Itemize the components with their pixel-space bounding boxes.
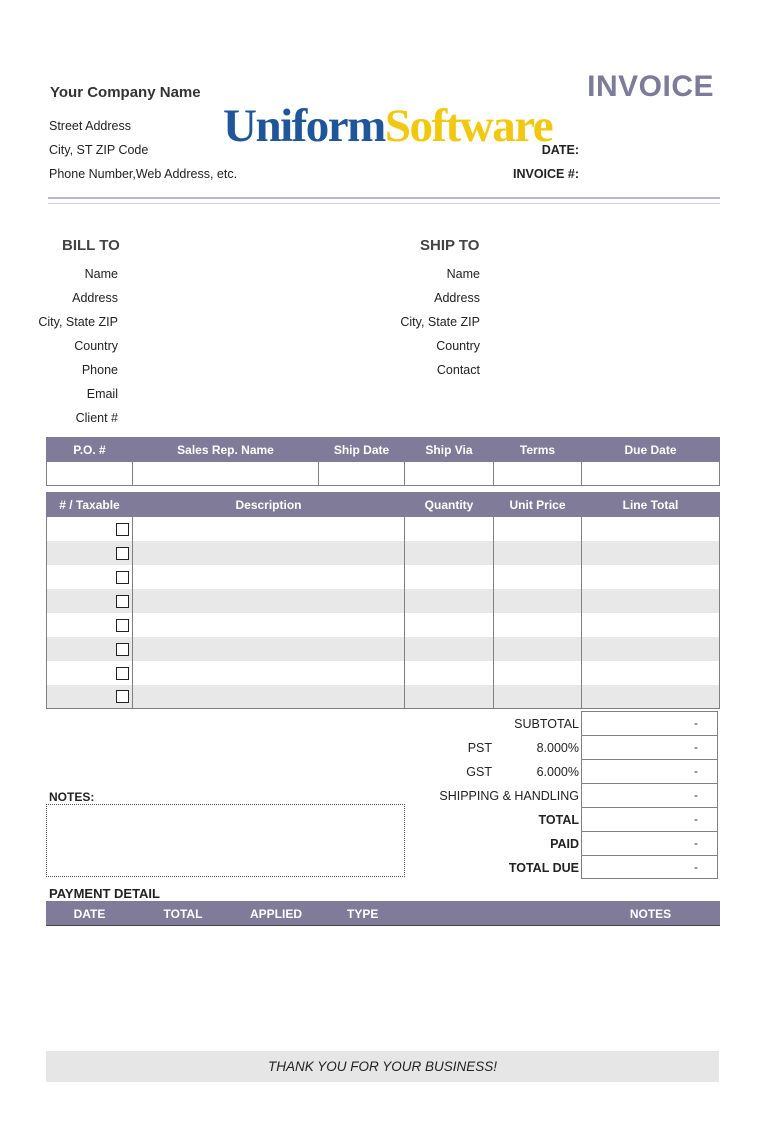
description-cell[interactable]: [133, 685, 405, 709]
quantity-cell[interactable]: [405, 517, 494, 541]
payment-header-row: [47, 902, 720, 926]
paid-value[interactable]: -: [581, 831, 718, 855]
quantity-cell[interactable]: [405, 637, 494, 661]
gst-label: GST: [466, 765, 492, 779]
taxable-checkbox[interactable]: [116, 595, 129, 608]
shipping-label: SHIPPING & HANDLING: [439, 789, 579, 803]
due-date-cell[interactable]: [582, 462, 720, 486]
company-city: City, ST ZIP Code: [49, 143, 149, 157]
ship-to-title: SHIP TO: [420, 237, 480, 254]
total-value: -: [581, 807, 718, 831]
company-name: Your Company Name: [50, 84, 201, 101]
po-number-cell[interactable]: [47, 462, 133, 486]
gst-rate: 6.000%: [536, 765, 579, 779]
gst-value: -: [581, 759, 718, 783]
bill-to-address-label: Address: [72, 291, 118, 305]
unit-price-cell[interactable]: [494, 637, 582, 661]
unit-price-cell[interactable]: [494, 589, 582, 613]
line-total-cell[interactable]: [582, 661, 720, 685]
quantity-cell[interactable]: [405, 565, 494, 589]
total-due-label: TOTAL DUE: [508, 861, 579, 875]
taxable-cell[interactable]: [47, 589, 133, 613]
ship-to-name-label: Name: [446, 267, 480, 281]
ship-date-cell[interactable]: [319, 462, 405, 486]
taxable-cell[interactable]: [47, 517, 133, 541]
line-total-cell[interactable]: [582, 637, 720, 661]
bill-to-email-label: Email: [86, 387, 118, 401]
subtotal-label: SUBTOTAL: [514, 717, 579, 731]
quantity-cell[interactable]: [405, 661, 494, 685]
taxable-cell[interactable]: [47, 685, 133, 709]
ship-to-address-label: Address: [434, 291, 480, 305]
taxable-cell[interactable]: [47, 565, 133, 589]
bill-to-phone-label: Phone: [81, 363, 118, 377]
line-items-header-taxable: # / Taxable: [47, 493, 133, 517]
unit-price-cell[interactable]: [494, 613, 582, 637]
order-info-header-row: [47, 438, 720, 462]
ship-to-contact-label: Contact: [436, 363, 480, 377]
taxable-checkbox[interactable]: [116, 619, 129, 632]
order-info-header-p-o: P.O. #: [47, 438, 133, 462]
logo-text-software: Software: [384, 100, 553, 152]
taxable-cell[interactable]: [47, 613, 133, 637]
table-row: [47, 589, 720, 613]
shipping-value[interactable]: -: [581, 783, 718, 807]
sales-rep-cell[interactable]: [133, 462, 319, 486]
table-row: [47, 517, 720, 541]
line-items-header-unit-price: Unit Price: [494, 493, 582, 517]
line-items-header-row: [47, 493, 720, 517]
line-items-table: [46, 492, 720, 709]
invoice-title: INVOICE: [587, 70, 714, 103]
company-street: Street Address: [49, 119, 131, 133]
ship-to-city-state-zip-label: City, State ZIP: [400, 315, 480, 329]
payment-detail-table: [46, 901, 720, 926]
quantity-cell[interactable]: [405, 685, 494, 709]
payment-header-total: TOTAL: [133, 902, 234, 926]
total-due-value: -: [581, 855, 718, 879]
order-info-row: [47, 462, 720, 486]
payment-header-type: TYPE: [319, 902, 582, 926]
logo-text-uniform: Uniform: [223, 100, 385, 152]
ship-to-country-label: Country: [436, 339, 480, 353]
taxable-checkbox[interactable]: [116, 643, 129, 656]
taxable-checkbox[interactable]: [116, 523, 129, 536]
table-row: [47, 661, 720, 685]
order-info-header-due-date: Due Date: [582, 438, 720, 462]
unit-price-cell[interactable]: [494, 661, 582, 685]
subtotal-value: -: [581, 711, 718, 735]
taxable-checkbox[interactable]: [116, 690, 129, 703]
unit-price-cell[interactable]: [494, 685, 582, 709]
order-info-header-ship-via: Ship Via: [405, 438, 494, 462]
bill-to-city-state-zip-label: City, State ZIP: [38, 315, 118, 329]
description-cell[interactable]: [133, 613, 405, 637]
quantity-cell[interactable]: [405, 589, 494, 613]
table-row: [47, 637, 720, 661]
bill-to-title: BILL TO: [62, 237, 120, 254]
header-divider-thin: [48, 203, 720, 204]
line-total-cell[interactable]: [582, 565, 720, 589]
pst-value: -: [581, 735, 718, 759]
header-divider: [48, 197, 720, 199]
invoice-number-label: INVOICE #:: [513, 167, 579, 181]
order-info-header-sales-rep-name: Sales Rep. Name: [133, 438, 319, 462]
unit-price-cell[interactable]: [494, 517, 582, 541]
unit-price-cell[interactable]: [494, 541, 582, 565]
pst-rate: 8.000%: [536, 741, 579, 755]
terms-cell[interactable]: [494, 462, 582, 486]
line-items-header-line-total: Line Total: [582, 493, 720, 517]
description-cell[interactable]: [133, 637, 405, 661]
unit-price-cell[interactable]: [494, 565, 582, 589]
description-cell[interactable]: [133, 565, 405, 589]
taxable-checkbox[interactable]: [116, 571, 129, 584]
ship-via-cell[interactable]: [405, 462, 494, 486]
order-info-header-ship-date: Ship Date: [319, 438, 405, 462]
notes-input[interactable]: [46, 804, 405, 877]
date-label: DATE:: [541, 143, 579, 157]
thank-you-banner: THANK YOU FOR YOUR BUSINESS!: [46, 1051, 719, 1082]
bill-to-country-label: Country: [74, 339, 118, 353]
description-cell[interactable]: [133, 517, 405, 541]
line-items-header-description: Description: [133, 493, 405, 517]
line-total-cell[interactable]: [582, 589, 720, 613]
taxable-cell[interactable]: [47, 661, 133, 685]
table-row: [47, 565, 720, 589]
line-total-cell[interactable]: [582, 541, 720, 565]
description-cell[interactable]: [133, 661, 405, 685]
description-cell[interactable]: [133, 541, 405, 565]
taxable-checkbox[interactable]: [116, 667, 129, 680]
bill-to-name-label: Name: [84, 267, 118, 281]
table-row: [47, 685, 720, 709]
pst-label: PST: [467, 741, 492, 755]
quantity-cell[interactable]: [405, 541, 494, 565]
total-label: TOTAL: [538, 813, 579, 827]
taxable-cell[interactable]: [47, 637, 133, 661]
table-row: [47, 541, 720, 565]
line-total-cell[interactable]: [582, 613, 720, 637]
order-info-header-terms: Terms: [494, 438, 582, 462]
quantity-cell[interactable]: [405, 613, 494, 637]
table-row: [47, 613, 720, 637]
company-contact: Phone Number,Web Address, etc.: [49, 167, 238, 181]
line-items-header-quantity: Quantity: [405, 493, 494, 517]
taxable-checkbox[interactable]: [116, 547, 129, 560]
payment-header-notes: NOTES: [582, 902, 720, 926]
description-cell[interactable]: [133, 589, 405, 613]
taxable-cell[interactable]: [47, 541, 133, 565]
line-total-cell[interactable]: [582, 517, 720, 541]
payment-detail-label: PAYMENT DETAIL: [49, 886, 160, 901]
payment-header-applied: APPLIED: [234, 902, 319, 926]
payment-header-date: DATE: [47, 902, 133, 926]
order-info-table: [46, 437, 720, 486]
paid-label: PAID: [550, 837, 579, 851]
notes-label: NOTES:: [49, 790, 95, 804]
bill-to-client-label: Client #: [75, 411, 118, 425]
line-total-cell[interactable]: [582, 685, 720, 709]
